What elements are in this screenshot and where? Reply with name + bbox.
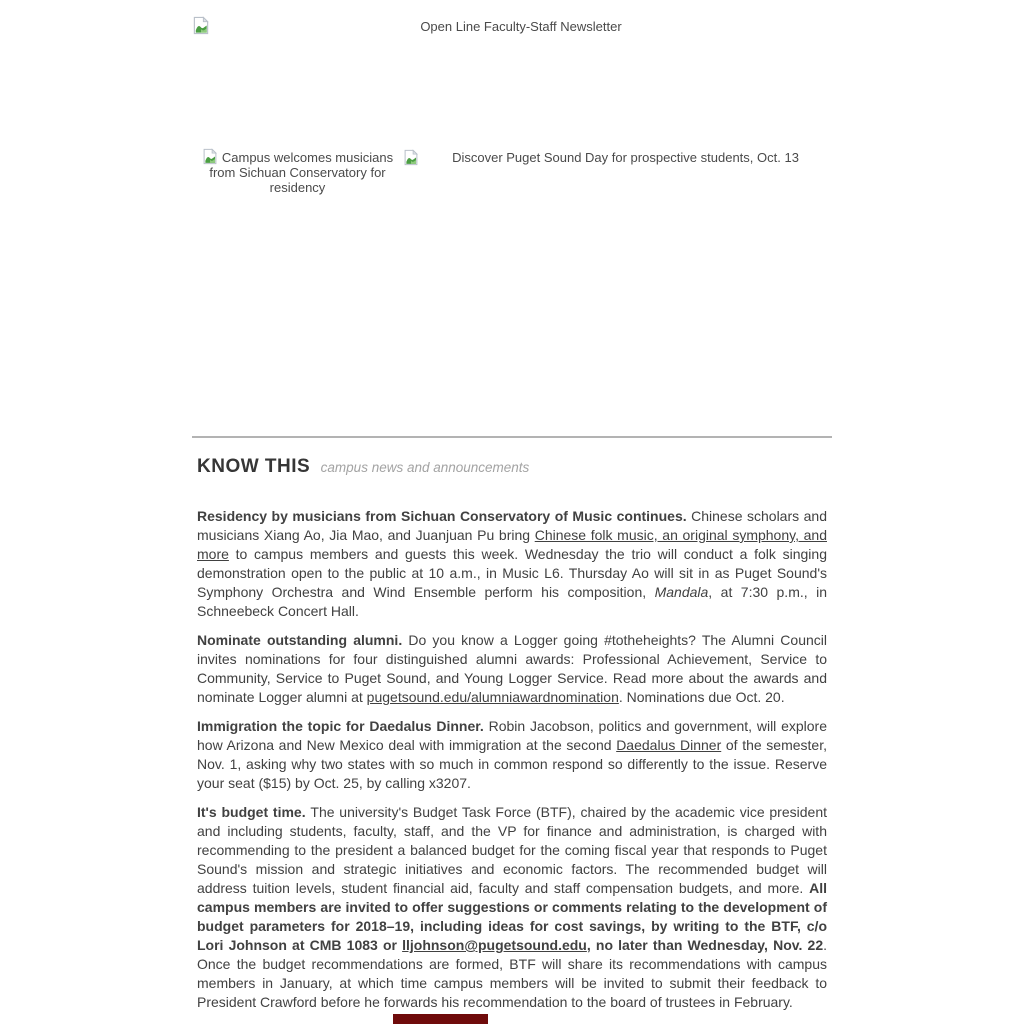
- text-segment: Residency by musicians from Sichuan Conservatory of Music continues.: [197, 508, 692, 524]
- text-segment: Do you know a Logger going #totheheights? The Alumni Council invites nominations for four distinguished alumni awards: Professional Achievement, Service to Community, Service to Puget Sound, and Young Logger Service. Read more about the awards and nominate Logger alumni at: [197, 632, 827, 705]
- inline-link[interactable]: Chinese folk music, an original symphony, and more: [197, 527, 827, 562]
- text-segment: to campus members and guests this week. Wednesday the trio will conduct a folk singing demonstration open to the public at 10 a.m., in Music L6. Thursday Ao will sit in as Puget Sound's Symphony Orchestra and Wind Ensemble perform his composition,: [197, 546, 827, 600]
- article-paragraph: [197, 803, 827, 1012]
- hero-image-2-alt-text: Discover Puget Sound Day for prospective students, Oct. 13: [452, 150, 799, 165]
- section-title: KNOW THIS: [197, 456, 311, 477]
- section-heading: [192, 456, 832, 480]
- newsletter-title: Open Line Faculty-Staff Newsletter: [420, 19, 622, 34]
- section-subtitle: campus news and announcements: [320, 460, 530, 475]
- inline-link[interactable]: Daedalus Dinner: [616, 737, 722, 753]
- broken-image-icon: [403, 149, 419, 166]
- inline-link[interactable]: pugetsound.edu/alumniawardnomination: [366, 689, 619, 705]
- newsletter-header: [192, 0, 832, 38]
- hero-image-1-alt-text: Campus welcomes musicians from Sichuan Conservatory for residency: [209, 150, 394, 195]
- newsletter-body: [192, 0, 832, 1012]
- text-segment: Mandala: [654, 584, 709, 600]
- text-segment: , no later than Wednesday, Nov. 22: [586, 937, 824, 953]
- article-paragraph: [197, 717, 827, 793]
- text-segment: The university's Budget Task Force (BTF), chaired by the academic vice president and including students, faculty, staff, and the VP for finance and administration, is charged with recommending to the president a balanced budget for the coming fiscal year that responds to Puget Sound's mission and strategic initiatives and economic factors. The recommended budget will address tuition levels, student financial aid, faculty and staff compensation budgets, and more.: [197, 804, 827, 896]
- text-segment: Nominate outstanding alumni.: [197, 632, 409, 648]
- text-segment: . Once the budget recommendations are formed, BTF will share its recommendations with campus members in January, at which time campus members will be invited to submit their feedback to President Crawford before he forwards his recommendation to the board of trustees in February.: [197, 937, 827, 1010]
- broken-image-icon: [192, 16, 210, 35]
- text-segment: Immigration the topic for Daedalus Dinner.: [197, 718, 489, 734]
- section-divider: [192, 436, 832, 438]
- text-segment: . Nominations due Oct. 20.: [618, 689, 785, 705]
- text-segment: Chinese scholars and musicians Xiang Ao, Jia Mao, and Juanjuan Pu bring: [197, 508, 827, 543]
- text-segment: It's budget time.: [197, 804, 311, 820]
- hero-image-2[interactable]: [403, 148, 832, 166]
- text-segment: , at 7:30 p.m., in Schneebeck Concert Hall.: [197, 584, 827, 619]
- hero-image-1[interactable]: [192, 148, 403, 195]
- text-segment: All campus members are invited to offer suggestions or comments relating to the development of budget parameters for 2018–19, including ideas for cost savings, by writing to the BTF, c/o Lori Johnson at CMB 1083 or: [197, 880, 827, 953]
- article-paragraph: [197, 631, 827, 707]
- text-segment: Robin Jacobson, politics and government, will explore how Arizona and New Mexico deal with immigration at the second: [197, 718, 827, 753]
- text-segment: of the semester, Nov. 1, asking why two states with so much in common respond so differently to the issue. Reserve your seat ($15) by Oct. 25, by calling x3207.: [197, 737, 827, 791]
- cta-button[interactable]: [393, 1014, 488, 1024]
- inline-link[interactable]: lljohnson@pugetsound.edu: [402, 937, 587, 953]
- broken-image-icon: [202, 148, 218, 165]
- hero-images-row: [192, 148, 832, 196]
- article-paragraph: [197, 507, 827, 621]
- articles-container: [192, 507, 827, 1012]
